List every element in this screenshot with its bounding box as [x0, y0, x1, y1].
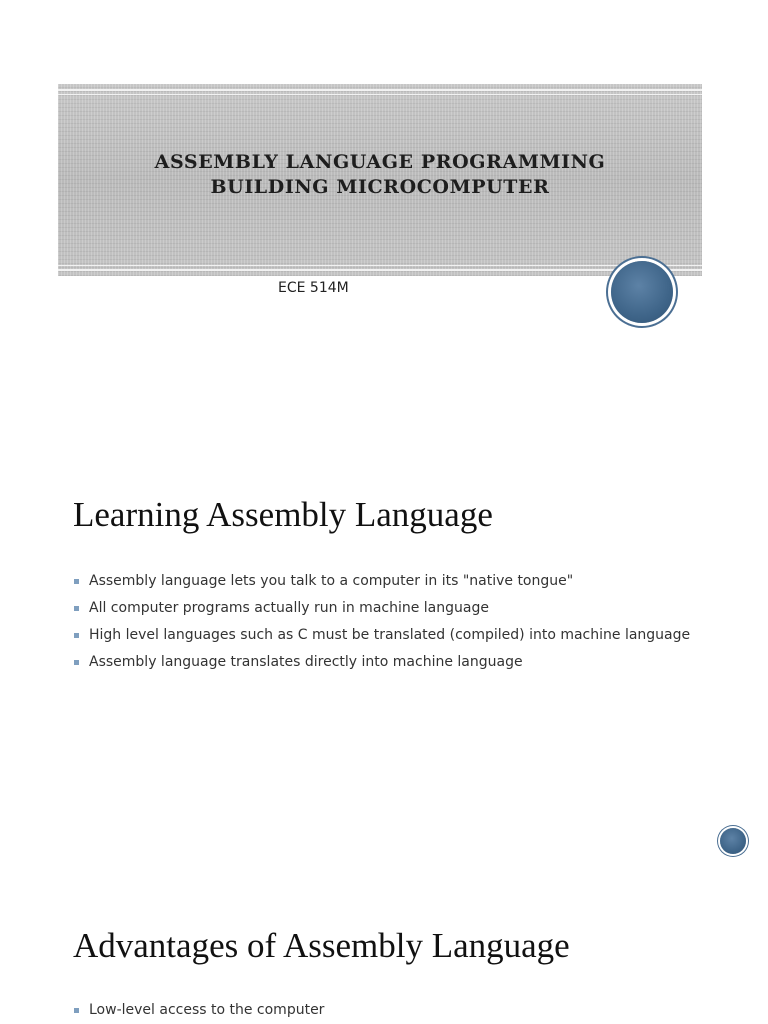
- band-divider: [58, 89, 702, 91]
- slide-title: [58, 150, 702, 200]
- blue-circle-badge-icon: [720, 828, 746, 854]
- band-divider: [58, 94, 702, 95]
- band-divider: [58, 269, 702, 271]
- slide-heading: Advantages of Assembly Language: [73, 926, 570, 965]
- content-slide-learning: [0, 355, 768, 910]
- square-bullet-icon: [74, 633, 79, 638]
- square-bullet-icon: [74, 660, 79, 665]
- list-item-text: All computer programs actually run in machine language: [89, 600, 489, 616]
- slide-subtitle: ECE 514M: [278, 280, 349, 296]
- slide-heading: Learning Assembly Language: [73, 495, 493, 534]
- list-item: [73, 595, 690, 622]
- bullet-list: [73, 568, 690, 676]
- list-item-text: Low-level access to the computer: [89, 1002, 325, 1018]
- list-item-text: Assembly language translates directly into machine language: [89, 654, 523, 670]
- list-item: [73, 997, 324, 1024]
- list-item-text: High level languages such as C must be translated (compiled) into machine language: [89, 627, 691, 643]
- content-slide-advantages: [0, 910, 768, 1024]
- list-item: [73, 622, 690, 649]
- slide-title-line-1: ASSEMBLY LANGUAGE PROGRAMMING: [154, 151, 606, 173]
- square-bullet-icon: [74, 606, 79, 611]
- title-slide: [0, 0, 768, 355]
- list-item: [73, 649, 690, 676]
- list-item: [73, 568, 690, 595]
- band-divider: [58, 265, 702, 266]
- square-bullet-icon: [74, 1008, 79, 1013]
- title-band: [58, 84, 702, 276]
- list-item-text: Assembly language lets you talk to a computer in its "native tongue": [89, 573, 574, 589]
- blue-circle-badge-icon: [611, 261, 673, 323]
- bullet-list: [73, 997, 324, 1024]
- square-bullet-icon: [74, 579, 79, 584]
- slide-title-line-2: BUILDING MICROCOMPUTER: [210, 176, 550, 198]
